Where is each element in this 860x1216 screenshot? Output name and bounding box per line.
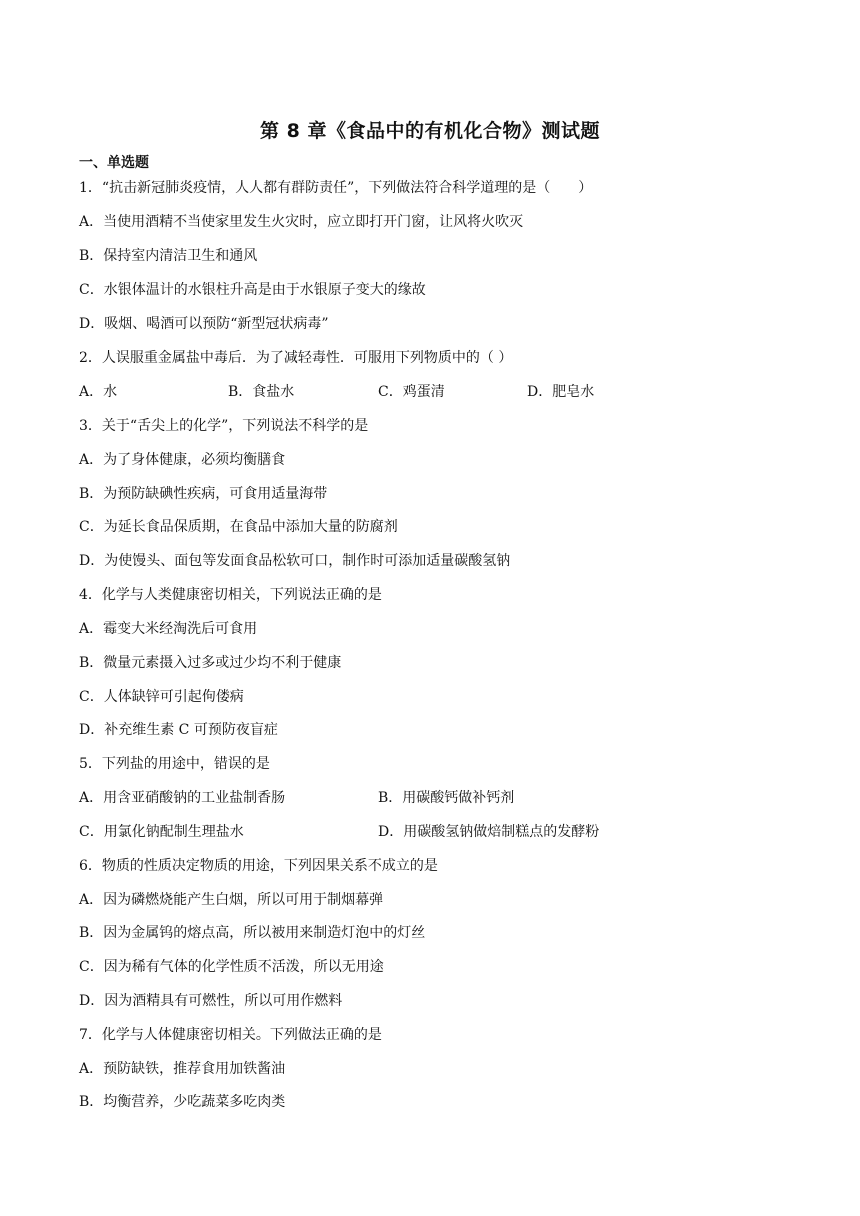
question-3-option-a: A．为了身体健康，必须均衡膳食 — [79, 452, 286, 468]
question-3-option-d: D．为使馒头、面包等发面食品松软可口，制作时可添加适量碳酸氢钠 — [79, 553, 511, 569]
question-6-option-c: C．因为稀有气体的化学性质不活泼，所以无用途 — [79, 959, 384, 975]
question-1-option-d: D．吸烟、喝酒可以预防“新型冠状病毒” — [79, 316, 329, 332]
section-heading: 一、单选题 — [79, 155, 149, 171]
question-4-option-d: D．补充维生素 C 可预防夜盲症 — [79, 722, 278, 738]
question-6-option-d: D．因为酒精具有可燃性，所以可用作燃料 — [79, 993, 343, 1009]
question-4-option-c: C．人体缺锌可引起佝偻病 — [79, 689, 244, 705]
question-4-stem: 4．化学与人类健康密切相关，下列说法正确的是 — [79, 587, 382, 603]
question-3-option-b: B．为预防缺碘性疾病，可食用适量海带 — [79, 486, 328, 502]
question-2-option-c: C．鸡蛋清 — [378, 384, 445, 400]
question-5-option-d: D．用碳酸氢钠做焙制糕点的发酵粉 — [378, 824, 600, 840]
question-1-option-c: C．水银体温计的水银柱升高是由于水银原子变大的缘故 — [79, 282, 426, 298]
document-title: 第 8 章《食品中的有机化合物》测试题 — [260, 120, 600, 142]
question-7-stem: 7．化学与人体健康密切相关。下列做法正确的是 — [79, 1027, 382, 1043]
question-6-option-a: A．因为磷燃烧能产生白烟，所以可用于制烟幕弹 — [79, 892, 384, 908]
question-2-stem: 2．人误服重金属盐中毒后．为了减轻毒性．可服用下列物质中的（ ） — [79, 350, 513, 366]
question-1-stem: 1．“抗击新冠肺炎疫情，人人都有群防责任”，下列做法符合科学道理的是（ ） — [79, 180, 593, 196]
question-1-option-b: B．保持室内清洁卫生和通风 — [79, 248, 258, 264]
question-1-option-a: A．当使用酒精不当使家里发生火灾时，应立即打开门窗，让风将火吹灭 — [79, 214, 524, 230]
question-2-option-a: A．水 — [79, 384, 118, 400]
question-4-option-b: B．微量元素摄入过多或过少均不利于健康 — [79, 655, 342, 671]
question-4-option-a: A．霉变大米经淘洗后可食用 — [79, 621, 258, 637]
question-2-option-b: B．食盐水 — [228, 384, 295, 400]
question-5-option-a: A．用含亚硝酸钠的工业盐制香肠 — [79, 790, 286, 806]
question-3-option-c: C．为延长食品保质期，在食品中添加大量的防腐剂 — [79, 519, 398, 535]
question-2-option-d: D．肥皂水 — [527, 384, 595, 400]
question-5-stem: 5．下列盐的用途中，错误的是 — [79, 756, 270, 772]
question-5-option-b: B．用碳酸钙做补钙剂 — [378, 790, 515, 806]
question-6-option-b: B．因为金属钨的熔点高，所以被用来制造灯泡中的灯丝 — [79, 925, 426, 941]
question-7-option-a: A．预防缺铁，推荐食用加铁酱油 — [79, 1061, 286, 1077]
question-7-option-b: B．均衡营养，少吃蔬菜多吃肉类 — [79, 1094, 286, 1110]
question-3-stem: 3．关于“舌尖上的化学”，下列说法不科学的是 — [79, 418, 369, 434]
question-6-stem: 6．物质的性质决定物质的用途，下列因果关系不成立的是 — [79, 858, 438, 874]
question-5-option-c: C．用氯化钠配制生理盐水 — [79, 824, 244, 840]
